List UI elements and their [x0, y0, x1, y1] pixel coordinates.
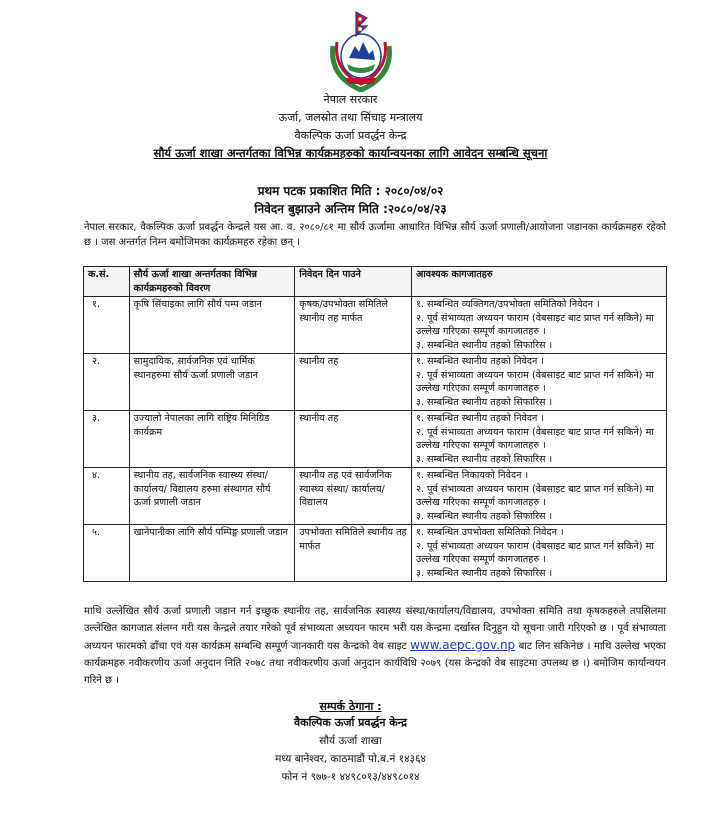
programs-table — [83, 266, 667, 582]
header-ministry: ऊर्जा, जलस्रोत तथा सिंचाइ मन्त्रालय — [278, 111, 423, 124]
contact-phone: फोन नं ९७७-१ ४४९८०१३/४४९८०१४ — [281, 771, 420, 783]
table-row — [84, 354, 667, 411]
doc-item: ३. सम्बन्धित स्थानीय तहको सिफारिस । — [415, 396, 553, 408]
row-eligible: स्थानीय तह — [295, 354, 412, 411]
row-documents — [411, 411, 666, 468]
table-row — [84, 525, 667, 582]
row-program: स्थानीय तह, सार्वजनिक स्वास्थ्य संस्था/ कार्यालय/ विद्यालय हरुमा संस्थागत सौर्य ऊर्जा प्रणाली जडान — [129, 468, 295, 525]
contact-heading: सम्पर्क ठेगाना : — [319, 700, 382, 713]
contact-address: मध्य बानेश्वर, काठमाडौं पो.ब.नं १४३६४ — [275, 753, 426, 765]
doc-item: १. सम्बन्धित स्थानीय तहको निवेदन । — [415, 413, 544, 424]
row-documents — [411, 468, 666, 525]
row-documents — [411, 525, 666, 582]
doc-item: १. सम्बन्धित उपभोक्ता समितिको निवेदन । — [415, 527, 564, 538]
doc-item: ३. सम्बन्धित स्थानीय तहको सिफारिस । — [415, 339, 553, 351]
nepal-emblem-icon — [323, 6, 399, 92]
deadline-date: निवेदन बुझाउने अन्तिम मिति :२०८०/०४/२३ — [254, 202, 447, 216]
table-header-row — [84, 267, 667, 297]
row-program: खानेपानीका लागि सौर्य पम्पिङ्ग प्रणाली जडान — [129, 525, 295, 582]
doc-item: ३. सम्बन्धित स्थानीय तहको सिफारिस । — [415, 567, 553, 579]
header-government: नेपाल सरकार — [323, 93, 378, 106]
row-sn: ५. — [84, 525, 130, 582]
doc-item: २. पूर्व संभाव्यता अध्ययन फाराम (वेबसाइट बाट प्राप्त गर्न सकिने) मा उल्लेख गरिएका सम्पूर्ण कागजातहरु । — [415, 312, 654, 337]
doc-item: १. सम्बन्धित निकायको निवेदन । — [415, 470, 529, 481]
doc-item: ३. सम्बन्धित स्थानीय तहको सिफारिस । — [415, 453, 553, 465]
row-program: उज्यालो नेपालका लागि राष्ट्रिय मिनिग्रिड कार्यक्रम — [129, 411, 295, 468]
doc-item: २. पूर्व संभाव्यता अध्ययन फाराम (वेबसाइट बाट प्राप्त गर्न सकिने) मा उल्लेख गरिएका सम्पूर्ण कागजातहरु । — [415, 426, 654, 451]
footer-text-2: बाट लिन सकिनेछ । माथि उल्लेख भएका कार्यक्रमहरु नवीकरणीय ऊर्जा अनुदान निति २०७८ तथा नवीकरणीय ऊर्जा अनुदान कार्यविधि २०७९ (यस केन्द्रको वेब साइटमा उपलब्ध छ ।) बमोजिम कार्यान्वयन गरिने छ । — [84, 641, 666, 686]
doc-item: २. पूर्व संभाव्यता अध्ययन फाराम (वेबसाइट बाट प्राप्त गर्न सकिने) मा उल्लेख गरिएका सम्पूर्ण कागजातहरु । — [415, 369, 654, 394]
footer-paragraph — [84, 603, 666, 689]
header-program: सौर्य ऊर्जा शाखा अन्तर्गतका विभिन्न कार्यक्रमहरुको विवरण — [129, 267, 295, 297]
doc-item: २. पूर्व संभाव्यता अध्ययन फाराम (वेबसाइट बाट प्राप्त गर्न सकिने) मा उल्लेख गरिएका सम्पूर्ण कागजातहरु । — [415, 483, 654, 508]
row-eligible: कृषक/उपभोक्ता समितिले स्थानीय तह मार्फत — [295, 297, 412, 354]
row-sn: १. — [84, 297, 130, 354]
row-sn: ४. — [84, 468, 130, 525]
table-row — [84, 411, 667, 468]
header-center: वैकल्पिक ऊर्जा प्रवर्द्धन केन्द्र — [294, 129, 407, 142]
header-eligible: निवेदन दिन पाउने — [295, 267, 412, 297]
table-row — [84, 468, 667, 525]
row-eligible: स्थानीय तह — [295, 411, 412, 468]
header-documents: आवश्यक कागजातहरु — [411, 267, 666, 297]
row-program: कृषि सिंचाइका लागि सौर्य पम्प जडान — [129, 297, 295, 354]
footer-text-1: माथि उल्लेखित सौर्य ऊर्जा प्रणाली जडान गर्न इच्छुक स्थानीय तह, सार्वजनिक स्वास्थ्य संस्था/कार्यालय/विद्यालय, उपभोक्ता समिति तथा कृषकहरुले तपसिलमा उल्लेखित कागजात संलग्न गरी यस केन्द्रले तयार गरेको पूर्व संभाव्यता अध्ययन फारम भरी यस केन्द्रमा दर्खास्त दिनुहुन यो सूचना जारी गरिएको छ । पूर्व संभाव्यता अध्ययन फारमको ढाँचा एवं यस कार्यक्रम सम्बन्धि सम्पूर्ण जानकारी यस केन्द्रको वेब साइट — [84, 606, 666, 652]
doc-item: १. सम्बन्धित व्यक्तिगत/उपभोक्ता समितिको निवेदन । — [415, 299, 600, 310]
row-documents — [411, 297, 666, 354]
doc-item: १. सम्बन्धित स्थानीय तहको निवेदन । — [415, 356, 544, 367]
contact-branch: सौर्य ऊर्जा शाखा — [319, 735, 382, 747]
row-program: सामुदायिक, सार्वजनिक एवं धार्मिक स्थानहरुमा सौर्य ऊर्जा प्रणाली जडान — [129, 354, 295, 411]
row-eligible: उपभोक्ता समितिले स्थानीय तह मार्फत — [295, 525, 412, 582]
contact-organization: वैकल्पिक ऊर्जा प्रवर्द्धन केन्द्र — [294, 716, 407, 729]
doc-item: २. पूर्व संभाव्यता अध्ययन फाराम (वेबसाइट बाट प्राप्त गर्न सकिने) मा उल्लेख गरिएका सम्पूर्ण कागजातहरु । — [415, 540, 654, 565]
doc-item: ३. सम्बन्धित स्थानीय तहको सिफारिस । — [415, 510, 553, 522]
row-sn: २. — [84, 354, 130, 411]
table-row — [84, 297, 667, 354]
row-sn: ३. — [84, 411, 130, 468]
header-sn: क.सं. — [84, 267, 130, 297]
published-date: प्रथम पटक प्रकाशित मिति : २०८०/०४/०२ — [257, 184, 444, 198]
row-documents — [411, 354, 666, 411]
row-eligible: स्थानीय तह एवं सार्वजनिक स्वास्थ्य संस्था/ कार्यालय/विद्यालय — [295, 468, 412, 525]
website-link[interactable]: www.aepc.gov.np — [410, 638, 516, 652]
intro-paragraph: नेपाल सरकार, वैकल्पिक ऊर्जा प्रवर्द्धन केन्द्रले यस आ. व. २०८०/८१ मा सौर्य ऊर्जामा आधारित विभिन्न सौर्य ऊर्जा प्रणाली/आयोजना जडानका कार्यक्रमहरु रहेको छ । जस अन्तर्गत निम्न बमोजिमका कार्यक्रमहरु रहेका छन् । — [84, 222, 667, 248]
notice-title: सौर्य ऊर्जा शाखा अन्तर्गतका विभिन्न कार्यक्रमहरुको कार्यान्वयनका लागि आवेदन सम्बन्धि सूचना — [153, 146, 548, 160]
